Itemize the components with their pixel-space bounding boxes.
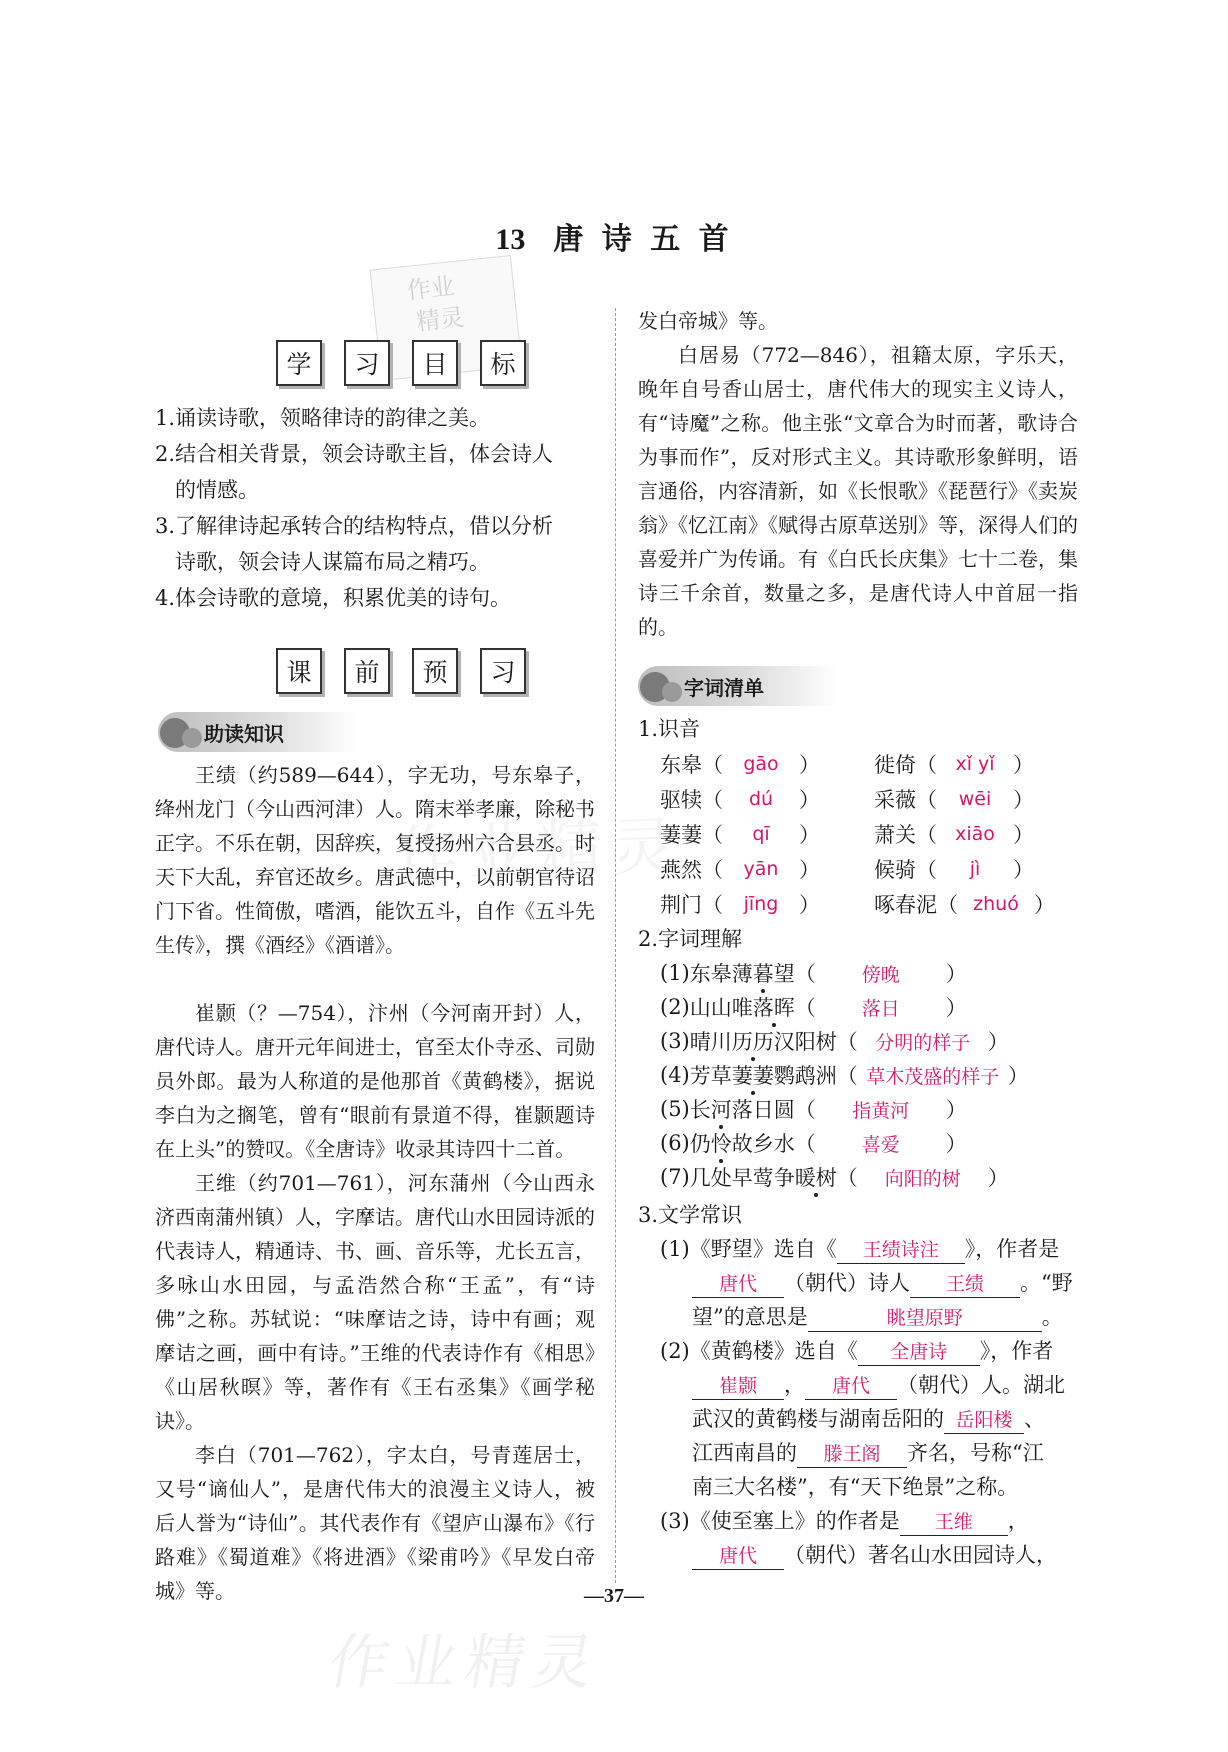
goals-heading-char: 目 bbox=[412, 340, 458, 386]
goal-item: 1.诵读诗歌，领略律诗的韵律之美。 bbox=[155, 406, 491, 430]
meaning-item: (2) 山山唯 落晖 （ 落日 ） bbox=[660, 990, 1088, 1024]
lit-answer: 滕王阁 bbox=[797, 1441, 907, 1468]
goal-item: 3.了解律诗起承转合的结构特点，借以分析 诗歌，领会诗人谋篇布局之精巧。 bbox=[155, 514, 554, 574]
pinyin-section bbox=[638, 712, 1088, 921]
goals-heading bbox=[276, 340, 526, 386]
literature-section bbox=[638, 1198, 1088, 1572]
pinyin-answer: wēi bbox=[958, 787, 992, 810]
meaning-answer: 傍晚 bbox=[861, 963, 900, 986]
pinyin-answer: jì bbox=[969, 857, 981, 880]
bio-libai: 李白（701—762），字太白，号青莲居士，又号“谪仙人”，是唐代伟大的浪漫主义诗人，被后人誉为“诗仙”。其代表作有《望庐山瀑布》《行路难》《蜀道难》《将进酒》《梁甫吟》《早发白帝城》等。 bbox=[155, 1443, 595, 1603]
bio-baijuyi: 白居易（772—846），祖籍太原，字乐天，晚年自号香山居士，唐代伟大的现实主义诗人，有“诗魔”之称。他主张“文章合为时而著，歌诗合为事而作”，反对形式主义。其诗歌形象鲜明，语言通俗，内容清新，如《长恨歌》《琵琶行》《卖炭翁》《忆江南》《赋得古原草送别》等，深得人们的喜爱并广为传诵。有《白氏长庆集》七十二卷，集诗三千余首，数量之多，是唐代诗人中首屈一指的。 bbox=[638, 343, 1078, 639]
lit-answer: 唐代 bbox=[692, 1271, 784, 1298]
lit-answer: 岳阳楼 bbox=[944, 1407, 1024, 1434]
watermark-text bbox=[393, 795, 684, 897]
pinyin-row: 萋萋 （ qī ） 萧关 （ xiāo ） bbox=[660, 822, 1034, 847]
lit-answer: 王绩诗注 bbox=[837, 1237, 965, 1264]
lit-answer: 唐代 bbox=[805, 1373, 897, 1400]
pinyin-answer: xǐ yǐ bbox=[955, 752, 995, 775]
meaning-item: (6) 仍 怜 故乡水 （ 喜爱 ） bbox=[660, 1126, 1088, 1160]
reading-label: 助读知识 bbox=[158, 712, 358, 752]
lit-answer: 崔颢 bbox=[692, 1373, 784, 1400]
column-divider bbox=[615, 308, 616, 1583]
pinyin-heading: 1.识音 bbox=[638, 717, 701, 741]
pinyin-answer: qī bbox=[752, 822, 770, 845]
page-number: —37— bbox=[584, 1585, 644, 1607]
bio-wangwei: 王维（约701—761），河东蒲州（今山西永济西南蒲州镇）人，字摩诘。唐代山水田园诗派的代表诗人，精通诗、书、画、音乐等，尤长五言，多咏山水田园，与孟浩然合称“王孟”，有“诗佛”之称。苏轼说：“味摩诘之诗，诗中有画；观摩诘之画，画中有诗。”王维的代表诗作有《相思》《山居秋暝》等，著作有《王右丞集》《画学秘诀》。 bbox=[155, 1171, 595, 1433]
lesson-title bbox=[0, 214, 1228, 258]
watermark-text: 作业精灵 bbox=[322, 1628, 608, 1698]
watermark-stamp: 作业 精灵 bbox=[370, 255, 523, 381]
lesson-title-text: 唐 诗 五 首 bbox=[553, 222, 733, 257]
preview-heading-char: 习 bbox=[480, 648, 526, 694]
pinyin-answer: zhuó bbox=[973, 892, 1019, 915]
meaning-item: (7) 几处早莺争 暖树 （ 向阳的树 ） bbox=[660, 1160, 1088, 1194]
preview-heading bbox=[276, 648, 526, 694]
goals-list bbox=[155, 400, 595, 616]
meaning-answer: 分明的样子 bbox=[875, 1031, 971, 1054]
lesson-number: 13 bbox=[495, 223, 526, 256]
lit-q2: (2)《黄鹤楼》选自《 全唐诗 》，作者 崔颢 ， 唐代 （朝代）人。湖北 武汉的黄鹤楼与湖南岳阳的 岳阳楼 、 江西南昌的 滕王阁 齐名，号称“江 南三大名楼”，有“天下绝景”之称。 bbox=[660, 1339, 1065, 1499]
literature-heading: 3.文学常识 bbox=[638, 1203, 743, 1227]
preview-heading-char: 预 bbox=[412, 648, 458, 694]
goal-item: 4.体会诗歌的意境，积累优美的诗句。 bbox=[155, 586, 512, 610]
bio-libai-continued: 发白帝城》等。 bbox=[638, 309, 778, 333]
goals-heading-char: 习 bbox=[344, 340, 390, 386]
goals-heading-char: 学 bbox=[276, 340, 322, 386]
meaning-item: (3) 晴川 历历 汉阳树 （ 分明的样子 ） bbox=[660, 1024, 1088, 1058]
meaning-item: (5) 长 河 落日圆 （ 指黄河 ） bbox=[660, 1092, 1088, 1126]
pinyin-row: 东皋 （ gāo ） 徙倚 （ xǐ yǐ ） bbox=[660, 752, 1034, 777]
lit-q3: (3)《使至塞上》的作者是 王维 ， 唐代 （朝代）著名山水田园诗人， bbox=[638, 1504, 1088, 1572]
pinyin-row: 燕然 （ yān ） 候骑 （ jì ） bbox=[660, 857, 1034, 882]
lit-q1: (1)《野望》选自《 王绩诗注 》，作者是 唐代 （朝代）诗人 王绩 。“野 望”的意思是 眺望原野 。 bbox=[638, 1232, 1088, 1334]
cloud-icon bbox=[158, 712, 204, 752]
pinyin-row: 荆门 （ jīng ） 啄春泥 （ zhuó ） bbox=[660, 892, 1055, 917]
meaning-answer: 向阳的树 bbox=[884, 1167, 961, 1190]
meaning-item: (1) 东皋薄 暮 望 （ 傍晚 ） bbox=[660, 956, 1088, 990]
meaning-answer: 草木茂盛的样子 bbox=[866, 1065, 1000, 1088]
meaning-section bbox=[638, 922, 1088, 1194]
vocab-label: 字词清单 bbox=[638, 666, 838, 706]
pinyin-answer: xiāo bbox=[955, 822, 995, 845]
preview-heading-char: 前 bbox=[344, 648, 390, 694]
meaning-answer: 落日 bbox=[861, 997, 900, 1020]
lit-answer: 唐代 bbox=[692, 1543, 784, 1570]
meaning-answer: 指黄河 bbox=[852, 1099, 910, 1122]
preview-heading-char: 课 bbox=[276, 648, 322, 694]
meaning-item: (4) 芳草 萋萋 鹦鹉洲 （ 草木茂盛的样子 ） bbox=[660, 1058, 1088, 1092]
lit-answer: 全唐诗 bbox=[858, 1339, 980, 1366]
meaning-heading: 2.字词理解 bbox=[638, 927, 743, 951]
bio-cuihao: 崔颢（？—754），汴州（今河南开封）人，唐代诗人。唐开元年间进士，官至太仆寺丞、司勋员外郎。最为人称道的是他那首《黄鹤楼》，据说李白为之搁笔，曾有“眼前有景道不得，崔颢题诗在上头”的赞叹。《全唐诗》收录其诗四十二首。 bbox=[155, 1001, 595, 1161]
goals-heading-char: 标 bbox=[480, 340, 526, 386]
goal-item: 2.结合相关背景，领会诗歌主旨，体会诗人 的情感。 bbox=[155, 442, 554, 502]
cloud-icon bbox=[638, 666, 684, 706]
pinyin-answer: dú bbox=[748, 787, 774, 810]
lit-answer: 眺望原野 bbox=[808, 1305, 1042, 1332]
pinyin-row: 驱犊 （ dú ） 采薇 （ wēi ） bbox=[660, 787, 1034, 812]
meaning-answer: 喜爱 bbox=[861, 1133, 900, 1156]
pinyin-answer: gāo bbox=[743, 752, 779, 775]
pinyin-answer: yān bbox=[743, 857, 779, 880]
pinyin-answer: jīng bbox=[743, 892, 779, 915]
lit-answer: 王维 bbox=[900, 1509, 1008, 1536]
bio-wangji: 王绩（约589—644），字无功，号东皋子，绛州龙门（今山西河津）人。隋末举孝廉，除秘书正字。不乐在朝，因辞疾，复授扬州六合县丞。时天下大乱，弃官还故乡。唐武德中，以前朝官待诏门下省。性简傲，嗜酒，能饮五斗，自作《五斗先生传》，撰《酒经》《酒谱》。 bbox=[155, 763, 595, 957]
lit-answer: 王绩 bbox=[910, 1271, 1020, 1298]
